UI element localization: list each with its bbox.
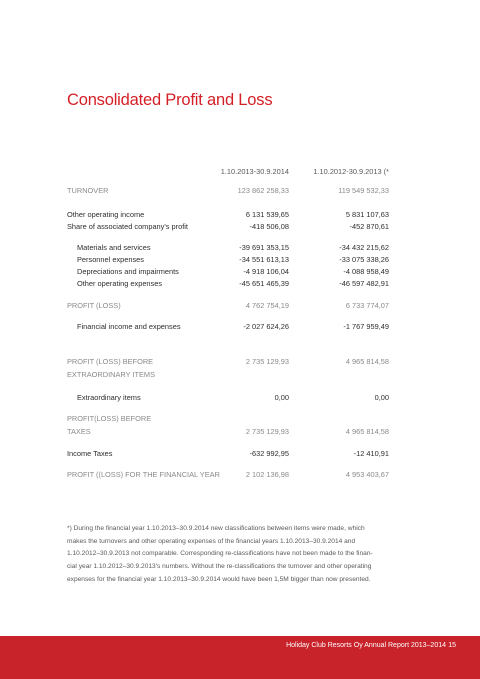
value-previous: -4 088 958,49 — [343, 267, 389, 276]
value-current: -4 918 106,04 — [243, 267, 289, 276]
row-label: Financial income and expenses — [77, 322, 181, 331]
table-row — [67, 300, 389, 311]
table-row — [67, 426, 389, 437]
row-label: Extraordinary items — [77, 393, 141, 402]
value-previous: -46 597 482,91 — [339, 279, 389, 288]
value-previous: 4 953 403,67 — [345, 470, 389, 479]
table-row — [67, 448, 389, 459]
value-current: 0,00 — [274, 393, 289, 402]
value-current: -39 691 353,15 — [239, 243, 289, 252]
row-label: PROFIT ((LOSS) FOR THE FINANCIAL YEAR — [67, 470, 220, 479]
value-previous: -1 767 959,49 — [343, 322, 389, 331]
table-row — [67, 254, 389, 265]
table-row — [67, 321, 389, 332]
footnote-line: *) During the financial year 1.10.2013–30.9.2014 new classifications between items were made, which — [67, 525, 365, 532]
row-label-continued: EXTRAORDINARY ITEMS — [67, 370, 156, 379]
value-previous: 6 733 774,07 — [345, 301, 389, 310]
table-row — [67, 242, 389, 253]
value-previous: 119 549 532,33 — [338, 186, 389, 195]
value-current: 2 735 129,93 — [245, 357, 289, 366]
footnote-line: expenses for the financial year 1.10.2013–30.9.2014 would have been 1,5M bigger than now presented. — [67, 575, 371, 583]
row-label: PROFIT (LOSS) — [67, 301, 121, 310]
row-label: PROFIT (LOSS) BEFORE — [67, 357, 154, 366]
column-header-current: 1.10.2013-30.9.2014 — [220, 167, 289, 176]
footnote — [67, 523, 397, 587]
value-current: 123 862 258,33 — [237, 186, 289, 195]
value-previous: 4 965 814,58 — [345, 427, 389, 436]
row-label: Income Taxes — [67, 449, 113, 458]
footnote-line: cial year 1.10.2012–30.9.2013's numbers. Without the re-classifications the turnover and other operating — [67, 563, 372, 571]
table-row — [67, 469, 389, 480]
page-number: 15 — [448, 642, 456, 649]
table-row — [67, 356, 389, 367]
table-row — [67, 209, 389, 220]
value-previous: -34 432 215,62 — [339, 243, 389, 252]
value-previous: -33 075 338,26 — [339, 255, 389, 264]
value-current: 2 735 129,93 — [245, 427, 289, 436]
value-current: 6 131 539,65 — [245, 210, 289, 219]
value-previous: 5 831 107,63 — [345, 210, 389, 219]
row-label: Other operating income — [67, 210, 145, 219]
value-current: -632 992,95 — [249, 449, 289, 458]
row-label: Share of associated company's profit — [67, 222, 188, 231]
footnote-line: makes the turnovers and other operating expenses of the financial years 1.10.2013–30.9.2014 and — [67, 537, 356, 545]
value-previous: 0,00 — [374, 393, 389, 402]
table-row — [67, 221, 389, 232]
row-label: Materials and services — [77, 243, 151, 252]
value-current: 4 762 754,19 — [245, 301, 289, 310]
table-row — [67, 278, 389, 289]
value-previous: 4 965 814,58 — [345, 357, 389, 366]
value-current: -34 551 613,13 — [239, 255, 289, 264]
table-row — [67, 392, 389, 403]
row-label: Other operating expenses — [77, 279, 163, 288]
table-row — [67, 266, 389, 277]
value-current: -2 027 624,26 — [243, 322, 289, 331]
row-label: Personnel expenses — [77, 255, 144, 264]
row-label: TURNOVER — [67, 186, 109, 195]
value-current: -45 651 465,39 — [239, 279, 289, 288]
value-current: 2 102 136,98 — [245, 470, 289, 479]
column-header-previous: 1.10.2012-30.9.2013 (* — [313, 167, 389, 176]
page-title: Consolidated Profit and Loss — [67, 91, 273, 109]
row-label: Depreciations and impairments — [77, 267, 179, 276]
footer-report-title: Holiday Club Resorts Oy Annual Report 2013–2014 — [286, 642, 446, 649]
row-label: PROFIT(LOSS) BEFORE — [67, 414, 152, 423]
value-previous: -452 870,61 — [349, 222, 389, 231]
footnote-line: 1.10.2012–30.9.2013 not comparable. Corresponding re-classifications have not been made to the finan- — [67, 550, 373, 558]
value-current: -418 506,08 — [249, 222, 289, 231]
value-previous: -12 410,91 — [353, 449, 389, 458]
row-label-continued: TAXES — [67, 427, 91, 436]
table-row — [67, 185, 389, 196]
